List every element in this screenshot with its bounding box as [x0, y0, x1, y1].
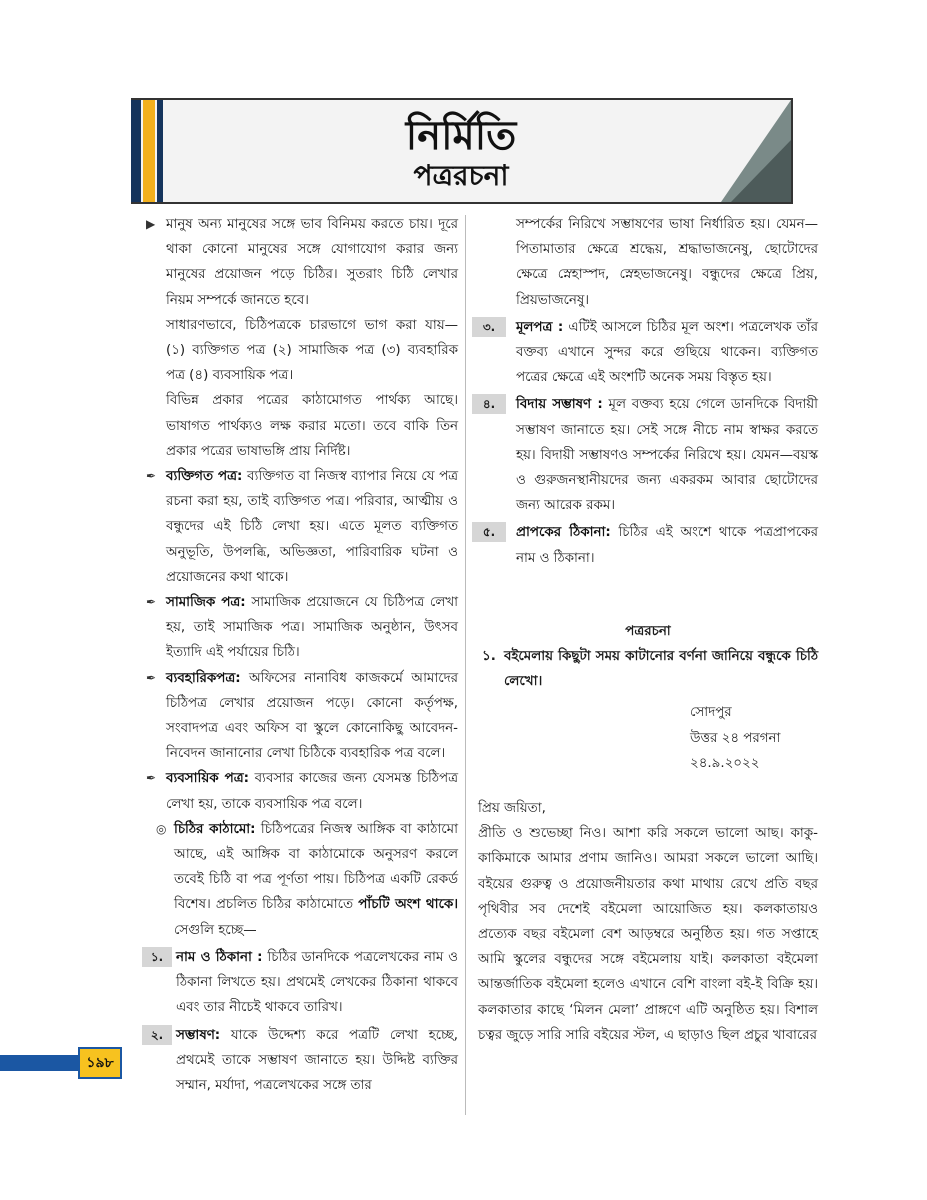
play-arrow-icon: ▶ [146, 217, 156, 231]
column-divider [465, 215, 466, 1115]
intro-paragraph: ▶ মানুষ অন্য মানুষের সঙ্গে ভাব বিনিময় করতে চায়। দূরে থাকা কোনো মানুষের সঙ্গে যোগাযোগ করার জন্য মানুষের প্রয়োজন পড়ে চিঠির। সুতরাং চিঠি লেখার নিয়ম সম্পর্কে জানতে হবে। [146, 212, 458, 313]
part-number: ২. [142, 1025, 172, 1045]
salutation: প্রিয় জয়িতা, [478, 801, 546, 817]
page-number-tab [0, 1047, 122, 1077]
pen-icon: ✒ [146, 670, 157, 685]
part-number: ৩. [472, 317, 506, 337]
letter-body: প্রীতি ও শুভেচ্ছা নিও। আশা করি সকলে ভালো আছ। কাকু-কাকিমাকে আমার প্রণাম জানিও। আমরা সকলে ভালো আছি। বইয়ের গুরুত্ব ও প্রয়োজনীয়তার কথা মাথায় রেখে প্রতি বছর পৃথিবীর সব দেশেই বইমেলা আয়োজিত হয়। কলকাতায়ও প্রত্যেক বছর বইমেলা বেশ আড়ম্বরে অনুষ্ঠিত হয়। গত সপ্তাহে আমি স্কুলের বন্ধুদের সঙ্গে বইমেলায় যাই। কলকাতা বইমেলা আন্তর্জাতিক বইমেলা হলেও এখানে বেশি বাংলা বই-ই বিক্রি হয়। কলকাতার কাছে ‘মিলন মেলা’ প্রাঙ্গণে এটি অনুষ্ঠিত হয়। বিশাল চত্বর জুড়ে সারি সারি বইয়ের স্টল, এ ছাড়াও ছিল প্রচুর খাবারের [478, 826, 818, 1043]
right-column [478, 212, 818, 1048]
pen-icon: ✒ [146, 771, 157, 786]
structure-part: ৩. মূলপত্র : এটিই আসলে চিঠির মূল অংশ। পত্রলেখক তাঁর বক্তব্য এখানে সুন্দর করে গুছিয়ে থাকেন। ব্যক্তিগত পত্রের ক্ষেত্রে এই অংশটি অনেক সময় বিস্তৃত হয়। [478, 315, 818, 391]
letter-structure: ◎ চিঠির কাঠামো: চিঠিপত্রের নিজস্ব আঙ্গিক বা কাঠামো আছে, এই আঙ্গিক বা কাঠামোকে অনুসরণ করলে তবেই চিঠি বা পত্র পূর্ণতা পায়। চিঠিপত্র একটি রেকর্ড বিশেষ। প্রচলিত চিঠির কাঠামোতে পাঁচটি অংশ থাকে। সেগুলি হচ্ছে— [146, 817, 458, 943]
target-circle-icon: ◎ [156, 821, 167, 836]
page-number-bar [0, 1055, 82, 1071]
chapter-title: নির্মিতি [405, 113, 517, 159]
sender-address-line: সোদপুর [690, 705, 732, 721]
chapter-subtitle: পত্ররচনা [413, 159, 509, 192]
chapter-header [131, 98, 793, 204]
left-column [146, 212, 458, 1098]
paragraph: সম্পর্কের নিরিখে সম্ভাষণের ভাষা নির্ধারিত হয়। যেমন—পিতামাতার ক্ষেত্রে শ্রদ্ধেয়, শ্রদ্ধাভাজনেষু, ছোটোদের ক্ষেত্রে স্নেহাস্পদ, স্নেহভাজনেষু। বন্ধুদের ক্ষেত্রে প্রিয়, প্রিয়ভাজনেষু। [516, 217, 818, 308]
list-item: ✒ ব্যবহারিকপত্র: অফিসের নানাবিধ কাজকর্মে আমাদের চিঠিপত্র লেখার প্রয়োজন পড়ে। কোনো কর্তৃপক্ষ, সংবাদপত্র এবং অফিস বা স্কুলে কোনোকিছু আবেদন-নিবেদন জানানোর লেখা চিঠিকে ব্যবহারিক পত্র বলে। [146, 666, 458, 767]
question: ১. বইমেলায় কিছুটা সময় কাটানোর বর্ণনা জানিয়ে বন্ধুকে চিঠি লেখো। [478, 644, 818, 694]
structure-part: ২. সম্ভাষণ: যাকে উদ্দেশ্য করে পত্রটি লেখা হচ্ছে, প্রথমেই তাকে সম্ভাষণ জানাতে হয়। উদ্দিষ্ট ব্যক্তির সম্মান, মর্যাদা, পত্রলেখকের সঙ্গে তার [146, 1023, 458, 1099]
structure-part: ১. নাম ও ঠিকানা : চিঠির ডানদিকে পত্রলেখকের নাম ও ঠিকানা লিখতে হয়। প্রথমেই লেখকের ঠিকানা থাকবে এবং তার নীচেই থাকবে তারিখ। [146, 945, 458, 1021]
paragraph: বিভিন্ন প্রকার পত্রের কাঠামোগত পার্থক্য আছে। ভাষাগত পার্থক্যও লক্ষ করার মতো। তবে বাকি তিন প্রকার পত্রের ভাষাভঙ্গি প্রায় নির্দিষ্ট। [166, 393, 458, 459]
paragraph: সাধারণভাবে, চিঠিপত্রকে চারভাগে ভাগ করা যায়— (১) ব্যক্তিগত পত্র (২) সামাজিক পত্র (৩) ব্যবহারিক পত্র (৪) ব্যবসায়িক পত্র। [166, 317, 458, 384]
corner-triangle-decoration [721, 100, 791, 202]
part-number: ১. [142, 947, 172, 967]
page-number: ১৯৮ [78, 1047, 122, 1079]
part-number: ৪. [472, 394, 506, 414]
structure-part: ৫. প্রাপকের ঠিকানা: চিঠির এই অংশে থাকে পত্রপ্রাপকের নাম ও ঠিকানা। [478, 520, 818, 570]
question-number: ১. [482, 649, 496, 665]
sender-address-line: উত্তর ২৪ পরগনা [690, 730, 781, 746]
letter-date: ২৪.৯.২০২২ [690, 755, 760, 771]
section-title: পত্ররচনা [625, 623, 671, 639]
pen-icon: ✒ [146, 595, 157, 610]
pen-icon: ✒ [146, 469, 157, 484]
list-item: ✒ ব্যবসায়িক পত্র: ব্যবসার কাজের জন্য যেসমস্ত চিঠিপত্র লেখা হয়, তাকে ব্যবসায়িক পত্র বলে। [146, 766, 458, 816]
structure-part: ৪. বিদায় সম্ভাষণ : মূল বক্তব্য হয়ে গেলে ডানদিকে বিদায়ী সম্ভাষণ জানাতে হয়। সেই সঙ্গে নীচে নাম স্বাক্ষর করতে হয়। বিদায়ী সম্ভাষণও সম্পর্কের নিরিখে হয়। যেমন—বয়স্ক ও গুরুজনস্থানীয়দের জন্য একরকম আবার ছোটোদের জন্য আরেক রকম। [478, 392, 818, 518]
part-number: ৫. [472, 522, 506, 542]
list-item: ✒ সামাজিক পত্র: সামাজিক প্রয়োজনে যে চিঠিপত্র লেখা হয়, তাই সামাজিক পত্র। সামাজিক অনুষ্ঠান, উৎসব ইত্যাদি এই পর্যায়ের চিঠি। [146, 590, 458, 666]
list-item: ✒ ব্যক্তিগত পত্র: ব্যক্তিগত বা নিজস্ব ব্যাপার নিয়ে যে পত্র রচনা করা হয়, তাই ব্যক্তিগত পত্র। পরিবার, আত্মীয় ও বন্ধুদের এই চিঠি লেখা হয়। এতে মূলত ব্যক্তিগত অনুভূতি, উপলব্ধি, অভিজ্ঞতা, পারিবারিক ঘটনা ও প্রয়োজনের কথা থাকে। [146, 464, 458, 590]
